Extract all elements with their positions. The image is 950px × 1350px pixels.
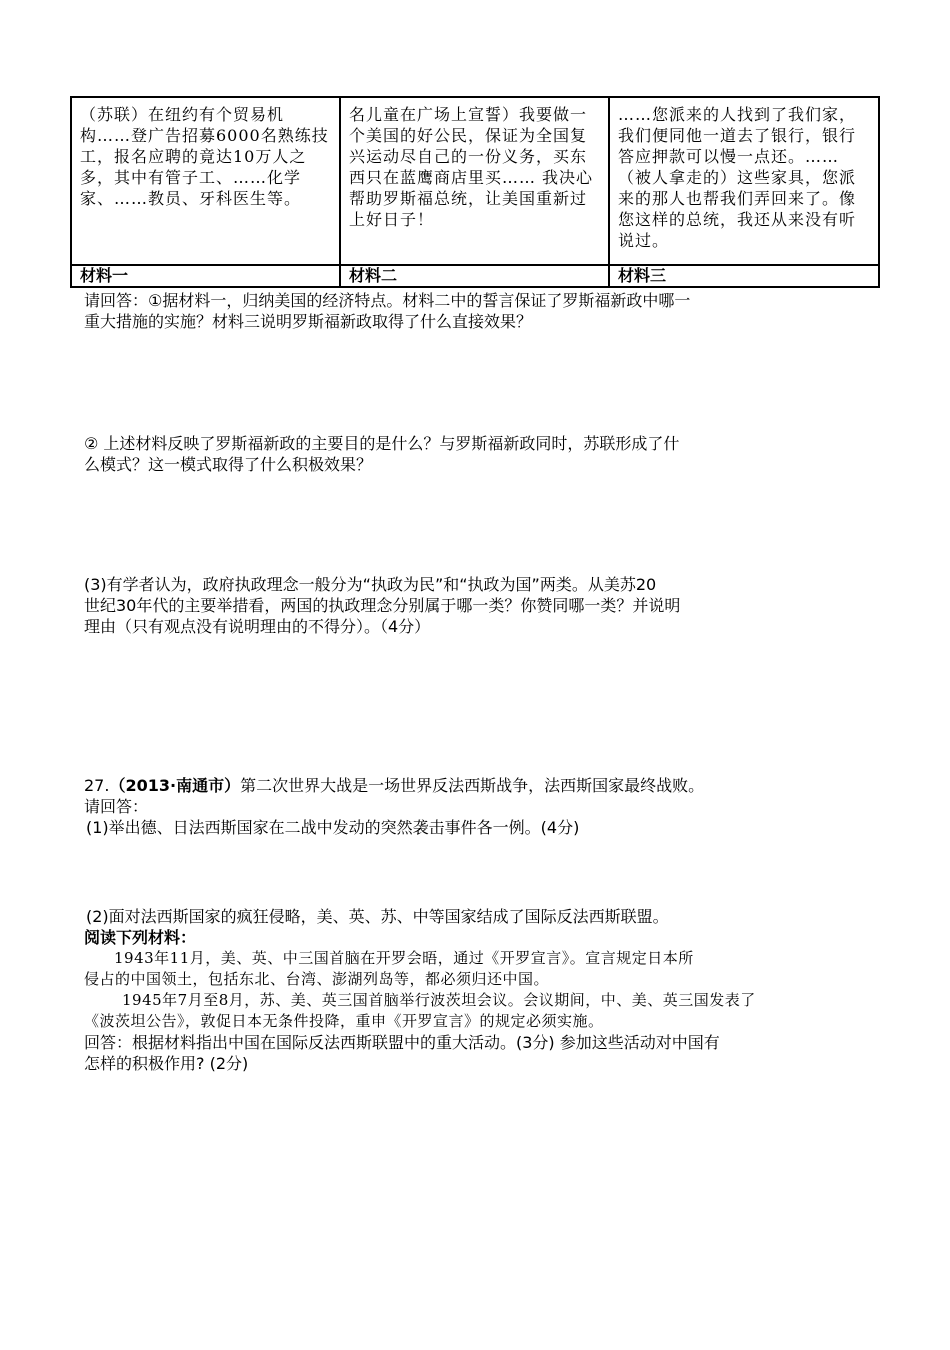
materials-content-row (71, 97, 879, 265)
q26-part3-line3: 理由（只有观点没有说明理由的不得分）。（4分） (84, 617, 431, 636)
q27-sub1: (1)举出德、日法西斯国家在二战中发动的突然袭击事件各一例。(4分) (86, 818, 580, 837)
q26-part3-line1: (3)有学者认为，政府执政理念一般分为“执政为民”和“执政为国”两类。从美苏20 (84, 575, 657, 594)
q27-sub2: (2)面对法西斯国家的疯狂侵略，美、英、苏、中等国家结成了国际反法西斯联盟。 (86, 907, 669, 926)
q27-ask: 请回答： (84, 797, 149, 816)
q26-part1-line1: 请回答：①据材料一，归纳美国的经济特点。材料二中的誓言保证了罗斯福新政中哪一 (84, 291, 691, 310)
q27-material1-line2: 侵占的中国领土，包括东北、台湾、澎湖列岛等，都必须归还中国。 (84, 970, 550, 988)
q26-part2-line2: 么模式？这一模式取得了什么积极效果？ (84, 455, 373, 474)
q27-material2-line1: 1945年7月至8月，苏、美、英三国首脑举行波茨坦会议。会议期间，中、美、英三国发表了 (122, 991, 756, 1009)
materials-label-row (71, 265, 879, 287)
q27-intro: 第二次世界大战是一场世界反法西斯战争，法西斯国家最终战败。 (240, 776, 705, 795)
materials-table (70, 96, 880, 288)
q27-source: （2013·南通市） (109, 776, 241, 795)
q27-number: 27. (84, 776, 110, 795)
q27-answer-line2: 怎样的积极作用? (2分) (84, 1054, 249, 1073)
material-label-1: 材料一 (71, 265, 340, 287)
material-label-3: 材料三 (609, 265, 879, 287)
q27-material1-line1: 1943年11月，美、英、中三国首脑在开罗会晤，通过《开罗宣言》。宣言规定日本所 (114, 949, 694, 967)
q27-heading (84, 775, 874, 796)
material-cell-3: ……您派来的人找到了我们家，我们便同他一道去了银行，银行答应押款可以慢一点还。……（被人拿走的）这些家具，您派来的那人也帮我们弄回来了。像您这样的总统，我还从来没有听说过。 (609, 97, 879, 265)
q27-answer-line1: 回答：根据材料指出中国在国际反法西斯联盟中的重大活动。(3分) 参加这些活动对中国有 (84, 1033, 720, 1052)
material-cell-1: （苏联）在纽约有个贸易机构……登广告招募6000名熟练技工，报名应聘的竟达10万人之多，其中有管子工、……化学家、……教员、牙科医生等。 (71, 97, 340, 265)
material-cell-2: 名儿童在广场上宣誓）我要做一个美国的好公民，保证为全国复兴运动尽自己的一份义务，买东西只在蓝鹰商店里买…… 我决心帮助罗斯福总统，让美国重新过上好日子！ (340, 97, 609, 265)
q26-part2-line1: ② 上述材料反映了罗斯福新政的主要目的是什么？与罗斯福新政同时，苏联形成了什 (84, 434, 680, 453)
q26-part3-line2: 世纪30年代的主要举措看，两国的执政理念分别属于哪一类？你赞同哪一类？并说明 (84, 596, 681, 615)
material-label-2: 材料二 (340, 265, 609, 287)
q27-read-heading: 阅读下列材料： (84, 928, 197, 947)
q26-part1-line2: 重大措施的实施？材料三说明罗斯福新政取得了什么直接效果？ (84, 312, 533, 331)
q27-material2-line2: 《波茨坦公告》，敦促日本无条件投降，重申《开罗宣言》的规定必须实施。 (84, 1012, 604, 1030)
